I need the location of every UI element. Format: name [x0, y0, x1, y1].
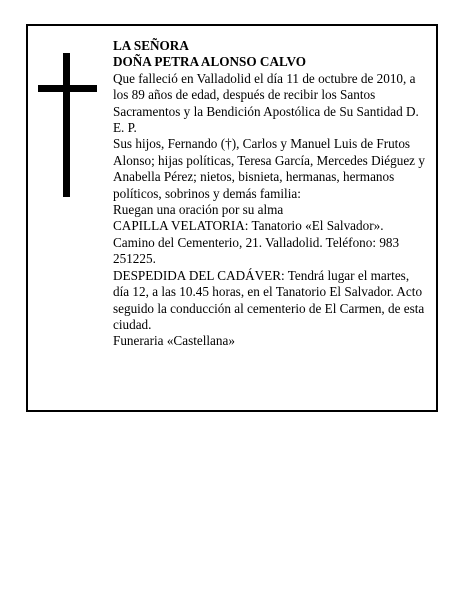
notice-body: [113, 38, 425, 350]
prayer-request: Ruegan una oración por su alma: [113, 202, 284, 218]
notice-heading: LA SEÑORA: [113, 38, 189, 53]
death-statement: Que falleció en Valladolid el día 11 de octubre de 2010, a los 89 años de edad, después de recibir los Santos Sacramentos y la Bendición Apostólica de Su Santidad D. E. P.: [113, 70, 419, 136]
cross-icon: [38, 53, 98, 197]
funeral-home: Funeraria «Castellana»: [113, 333, 235, 349]
cross-vertical-bar: [63, 53, 70, 197]
farewell-information: DESPEDIDA DEL CADÁVER: Tendrá lugar el martes, día 12, a las 10.45 horas, en el Tanatorio El Salvador. Acto seguido la conducción al cementerio de El Carmen, de esta ciudad.: [113, 267, 425, 332]
cross-horizontal-bar: [38, 85, 97, 92]
deceased-name: DOÑA PETRA ALONSO CALVO: [113, 54, 307, 70]
wake-information: CAPILLA VELATORIA: Tanatorio «El Salvador». Camino del Cementerio, 21. Valladolid. Teléfono: 983 251225.: [113, 218, 400, 267]
family-list: Sus hijos, Fernando (†), Carlos y Manuel Luis de Frutos Alonso; hijas políticas, Teresa García, Mercedes Diéguez y Anabella Pérez; nietos, bisnieta, hermanas, hermanos políticos, sobrinos y demás familia:: [113, 136, 425, 201]
